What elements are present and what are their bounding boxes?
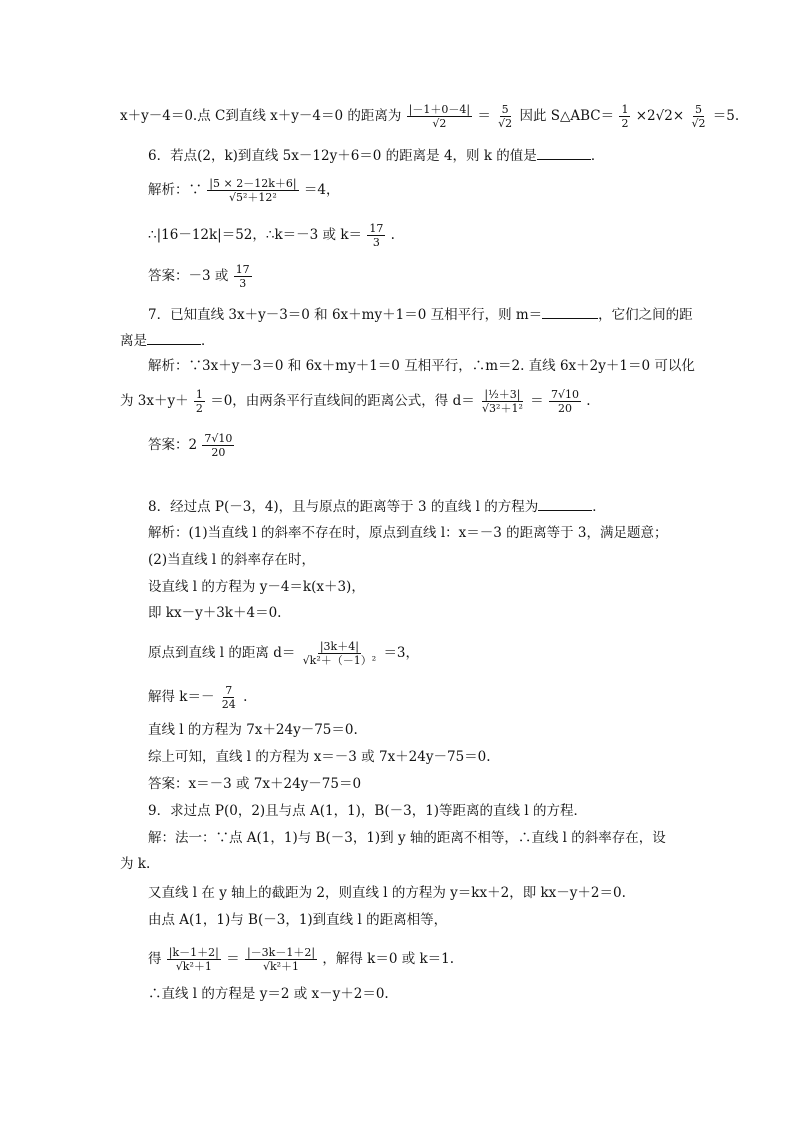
fraction [480,388,525,415]
text: 9．求过点 P(0，2)且与点 A(1，1)，B(－3，1)等距离的直线 l 的方程． [148,803,587,819]
solution-line [148,946,708,973]
text: ． [592,499,606,515]
numerator: 1 [195,388,203,401]
fraction [167,946,221,973]
answer-line [148,432,708,459]
text: 解析：(1)当直线 l 的斜率不存在时，原点到直线 l：x＝－3 的距离等于 3，满足题意； [148,525,668,541]
denominator: 2 [195,402,203,415]
text: ＝0，由两条平行直线间的距离公式，得 d＝ [210,393,475,409]
fraction [619,103,630,130]
denominator: 20 [557,402,572,415]
denominator: 3 [372,236,380,249]
solution-line [120,855,680,873]
text: 直线 l 的方程为 7x＋24y－75＝0. [148,722,358,738]
denominator: 2 [621,117,629,130]
question-8 [148,496,708,516]
fraction [496,103,514,130]
numerator: 17 [235,263,250,276]
answer-blank [542,304,598,319]
text: 7．已知直线 3x＋y－3＝0 和 6x＋my＋1＝0 互相平行，则 m＝ [148,307,543,323]
numerator: 5 [501,103,509,116]
numerator: |5 × 2－12k＋6| [209,177,297,190]
text: 答案：2 [148,437,198,453]
denominator: 20 [211,446,226,459]
text: ∴直线 l 的方程是 y＝2 或 x－y＋2＝0. [148,986,389,1002]
text: . [243,689,248,705]
text: 由点 A(1，1)与 B(－3，1)到直线 l 的距离相等， [148,912,448,928]
solution-line [120,388,680,415]
fraction [549,388,581,415]
solution-line [148,748,708,766]
fraction [301,640,379,667]
denominator: 24 [221,698,236,711]
text: 原点到直线 l 的距离 d＝ [148,645,296,661]
text: 为 3x＋y＋ [120,393,189,409]
text: ＝ [477,108,491,124]
text: ＝4， [303,182,340,198]
text: 6．若点(2，k)到直线 5x－12y＋6＝0 的距离是 4，则 k 的值是 [148,148,537,164]
text: ＝3， [383,645,420,661]
text: . [586,393,591,409]
question-7-cont [120,330,680,350]
fraction [220,684,238,711]
solution-line [148,884,708,902]
text: 解析：∵3x＋y－3＝0 和 6x＋my＋1＝0 互相平行，∴m＝2. 直线 6x＋2y＋1＝0 可以化 [148,358,695,374]
solution-line [148,177,708,204]
text: 解：法一：∵点 A(1，1)与 B(－3，1)到 y 轴的距离不相等，∴直线 l 的斜率存在，设 [148,830,666,846]
solution-line [148,578,708,596]
text: ＝ [226,951,240,967]
numerator: 7√10 [550,388,579,401]
solution-line [148,551,708,569]
text: 即 kx－y＋3k＋4＝0. [148,605,282,621]
answer-blank [538,496,592,511]
solution-line [120,103,740,130]
solution-line [148,222,708,249]
text: . [390,227,395,243]
numerator: |－3k－1＋2| [246,946,316,959]
fraction [245,946,317,973]
fraction [367,222,385,249]
text: 又直线 l 在 y 轴上的截距为 2，则直线 l 的方程为 y＝kx＋2，即 kx－y＋2＝0. [148,885,626,901]
solution-line [148,357,708,375]
numerator: 5 [694,103,702,116]
text: 8．经过点 P(－3，4)，且与原点的距离等于 3 的直线 l 的方程为 [148,499,539,515]
solution-line [148,640,708,667]
denominator: √5²＋12² [229,191,277,204]
numerator: |k－1＋2| [168,946,219,959]
text: 答案：－3 或 [148,268,229,284]
solution-line [148,604,708,622]
text: 综上可知，直线 l 的方程为 x＝－3 或 7x＋24y－75＝0. [148,749,491,765]
numerator: |3k＋4| [319,640,359,653]
fraction [234,263,252,290]
numerator: 17 [369,222,384,235]
numerator: 7√10 [204,432,233,445]
denominator: 3 [239,277,247,290]
text: ∴|16－12k|＝52，∴k＝－3 或 k＝ [148,227,363,243]
answer-blank [147,330,201,345]
denominator: √k²＋（－1）² [302,654,377,667]
text: 答案：x＝－3 或 7x＋24y－75＝0 [148,776,362,792]
text: 为 k. [120,856,151,872]
question-7 [148,304,708,324]
answer-blank [537,145,591,160]
fraction [194,388,205,415]
solution-line [148,829,708,847]
fraction [207,177,298,204]
numerator: |－1＋0－4| [408,103,471,116]
text: 解得 k＝－ [148,689,215,705]
solution-line [148,684,708,711]
fraction [407,103,472,130]
numerator: 7 [225,684,233,697]
text: ，解得 k＝0 或 k＝1. [322,951,455,967]
denominator: √k²＋1 [262,960,300,973]
numerator: |½＋3| [484,388,521,401]
text: ，它们之间的距 [598,307,693,323]
text: 设直线 l 的方程为 y－4＝k(x＋3)， [148,579,365,595]
text: (2)当直线 l 的斜率存在时， [148,552,316,568]
answer-line [148,775,708,793]
solution-line [148,524,708,542]
text: ． [590,148,605,164]
denominator: √2 [691,117,706,130]
solution-line [148,985,708,1003]
text: ＝ [530,393,544,409]
answer-line [148,263,708,290]
numerator: 1 [621,103,629,116]
text: x＋y－4＝0.点 C到直线 x＋y－4＝0 的距离为 [120,108,402,124]
text: 得 [148,951,162,967]
text: 解析：∵ [148,182,202,198]
solution-line [148,721,708,739]
text: ＝5. [712,108,740,124]
denominator: √k²＋1 [175,960,212,973]
solution-line [148,911,708,929]
text: ×2√2× [635,108,685,124]
text: 离是 [120,333,147,349]
denominator: √2 [498,117,513,130]
fraction [689,103,707,130]
text: ． [201,333,215,349]
text: 因此 S△ABC＝ [519,108,615,124]
fraction [202,432,234,459]
denominator: √3²＋1² [482,402,523,415]
question-9 [148,802,708,820]
denominator: √2 [432,117,447,130]
question-6 [148,145,708,165]
